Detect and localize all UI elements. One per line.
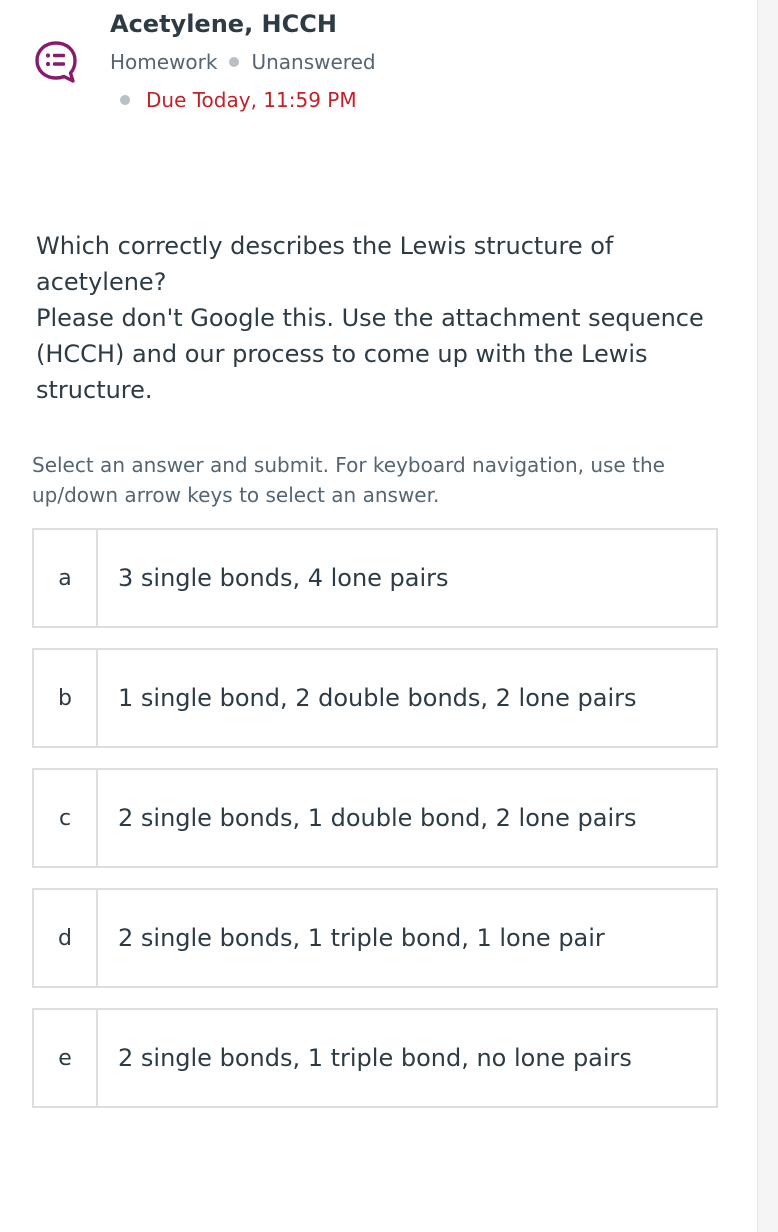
answer-letter: a	[34, 530, 98, 626]
answer-list	[32, 528, 718, 1128]
assignment-status: Unanswered	[251, 50, 376, 74]
answer-instructions: Select an answer and submit. For keyboard navigation, use the up/down arrow keys to select an answer.	[32, 453, 665, 507]
answer-text: 2 single bonds, 1 triple bond, 1 lone pair	[118, 924, 605, 952]
answer-letter: c	[34, 770, 98, 866]
due-date-row	[120, 88, 357, 112]
answer-option-e[interactable]	[32, 1008, 718, 1108]
question-prompt	[36, 228, 726, 408]
answer-option-d[interactable]	[32, 888, 718, 988]
answer-letter: e	[34, 1010, 98, 1106]
assignment-header	[0, 0, 758, 130]
due-date: Due Today, 11:59 PM	[146, 88, 357, 112]
question-note: Please don't Google this. Use the attachment sequence (HCCH) and our process to come up with the Lewis structure.	[36, 304, 704, 404]
answer-option-b[interactable]	[32, 648, 718, 748]
separator-dot	[120, 95, 130, 105]
page-scroll-gutter	[757, 0, 778, 1232]
answer-text: 1 single bond, 2 double bonds, 2 lone pairs	[118, 684, 637, 712]
discussion-question-icon	[32, 38, 80, 86]
assignment-meta	[110, 50, 376, 74]
assignment-title: Acetylene, HCCH	[110, 10, 337, 38]
answer-letter: b	[34, 650, 98, 746]
answer-letter: d	[34, 890, 98, 986]
separator-dot	[229, 57, 239, 67]
answer-text: 2 single bonds, 1 triple bond, no lone pairs	[118, 1044, 632, 1072]
assignment-type: Homework	[110, 50, 218, 74]
answer-option-a[interactable]	[32, 528, 718, 628]
answer-text: 3 single bonds, 4 lone pairs	[118, 564, 449, 592]
question-text: Which correctly describes the Lewis structure of acetylene?	[36, 232, 614, 296]
answer-option-c[interactable]	[32, 768, 718, 868]
answer-text: 2 single bonds, 1 double bond, 2 lone pairs	[118, 804, 637, 832]
